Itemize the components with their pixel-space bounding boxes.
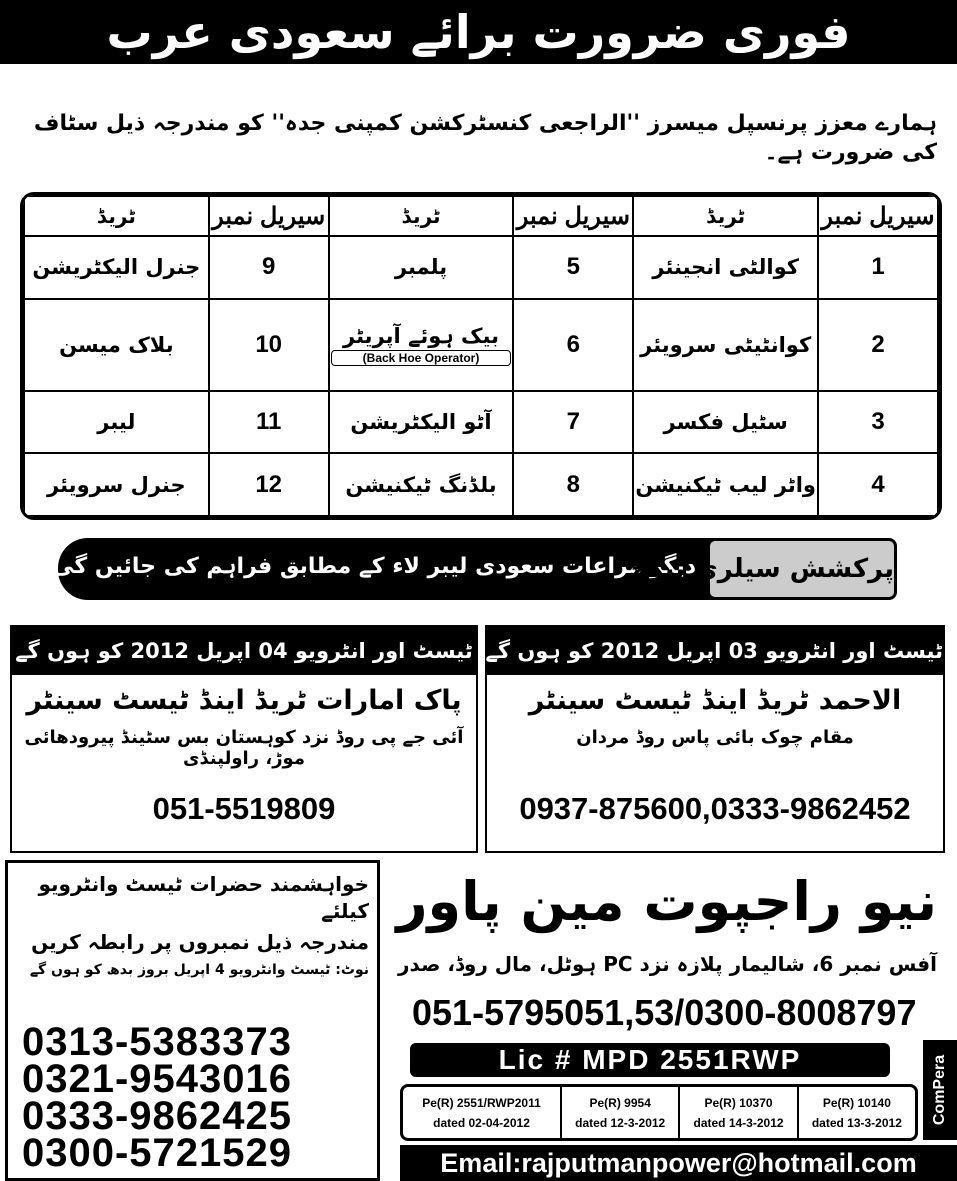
contact-line: مندرجہ ذیل نمبروں پر رابطہ کریں: [31, 930, 369, 954]
permit-date: dated 02-04-2012: [433, 1116, 530, 1130]
contact-note: نوٹ: ٹیسٹ وانٹرویو 4 اپریل بروز بدھ کو ہوں گے: [29, 962, 369, 978]
benefits-text: دیگر مراعات سعودی لیبر لاء کے مطابق فراہم کی جائیں گی۔: [39, 554, 696, 579]
permit-no: Pe(R) 10140: [822, 1096, 891, 1110]
serial: 9: [209, 236, 329, 299]
contact-box: [5, 860, 380, 1181]
permit-no: Pe(R) 10370: [704, 1096, 773, 1110]
company-name: نیو راجپوت مین پاور: [396, 870, 937, 933]
table-header: [24, 196, 938, 236]
trade: جنرل الیکٹریشن: [24, 236, 209, 299]
company-email: Email:rajputmanpower@hotmail.com: [400, 1145, 957, 1181]
center-address: آئی جے پی روڈ نزد کوہستان بس سٹینڈ پیرودھائی موڑ، راولپنڈی: [24, 727, 464, 769]
center-phone: 051-5519809: [152, 791, 336, 826]
permit: [403, 1087, 562, 1138]
contact-phones: [22, 1020, 293, 1175]
col-header: سیریل نمبر: [209, 196, 329, 236]
table-row: [24, 453, 938, 516]
serial: 5: [513, 236, 633, 299]
interview-date: ٹیسٹ اور انٹرویو 04 اپریل 2012 کو ہوں گے: [12, 627, 476, 675]
col-header: ٹریڈ: [24, 196, 209, 236]
center-phone: 0937-875600,0333-9862452: [519, 791, 911, 826]
trade: آٹو الیکٹریشن: [329, 391, 514, 454]
trade: بلاک میسن: [24, 299, 209, 391]
company-address: آفس نمبر 6، شالیمار پلازہ نزد PC ہوٹل، مال روڈ، صدر: [398, 952, 937, 976]
col-header: ٹریڈ: [329, 196, 514, 236]
permit-no: Pe(R) 9954: [589, 1096, 651, 1110]
serial: 11: [209, 391, 329, 454]
permit-date: dated 14-3-2012: [693, 1116, 784, 1130]
permits: [400, 1084, 918, 1141]
salary-package: پرکشش سیلری پیکج: [707, 538, 897, 600]
contact-phone: 0313-5383373: [22, 1020, 293, 1064]
serial: 6: [513, 299, 633, 391]
intro-text: ہمارے معزز پرنسپل میسرز ''الراجعی کنسٹرکشن کمپنی جدہ'' کو مندرجہ ذیل سٹاف کی ضرورت ہے۔: [33, 111, 937, 165]
serial: 7: [513, 391, 633, 454]
agency-mark: [923, 1040, 957, 1140]
contact-phone: 0300-5721529: [22, 1131, 293, 1175]
permit-date: dated 13-3-2012: [811, 1116, 902, 1130]
trade-english: (Back Hoe Operator): [331, 350, 511, 366]
serial: 2: [818, 299, 938, 391]
serial: 1: [818, 236, 938, 299]
col-header: سیریل نمبر: [513, 196, 633, 236]
agency-mark-text: ComPera: [931, 1054, 948, 1126]
trade: [329, 299, 514, 391]
test-center-rawalpindi: [10, 625, 478, 853]
col-header: سیریل نمبر: [818, 196, 938, 236]
center-address: مقام چوک بائی پاس روڈ مردان: [576, 727, 854, 748]
test-center-mardan: [485, 625, 945, 853]
trade: بلڈنگ ٹیکنیشن: [329, 453, 514, 516]
table-row: [24, 299, 938, 391]
headline: فوری ضرورت برائے سعودی عرب: [0, 0, 957, 64]
contact-text: [16, 871, 369, 980]
permit-date: dated 12-3-2012: [575, 1116, 666, 1130]
company-phone: 051-5795051,53/0300-8008797: [412, 992, 917, 1033]
serial: 3: [818, 391, 938, 454]
trade: کوانٹیٹی سرویئر: [633, 299, 818, 391]
contact-phone: 0333-9862425: [22, 1094, 293, 1138]
center-name: پاک امارات ٹریڈ اینڈ ٹیسٹ سینٹر: [26, 685, 462, 716]
serial: 12: [209, 453, 329, 516]
interview-date: ٹیسٹ اور انٹرویو 03 اپریل 2012 کو ہوں گے: [487, 627, 943, 675]
serial: 4: [818, 453, 938, 516]
table-row: [24, 391, 938, 454]
permit: [562, 1087, 680, 1138]
serial: 8: [513, 453, 633, 516]
trades-table: [20, 192, 942, 520]
trade: لیبر: [24, 391, 209, 454]
license-number: Lic # MPD 2551RWP: [410, 1043, 890, 1077]
permit: [799, 1087, 915, 1138]
serial: 10: [209, 299, 329, 391]
col-header: ٹریڈ: [633, 196, 818, 236]
trade: کوالٹی انجینئر: [633, 236, 818, 299]
contact-phone: 0321-9543016: [22, 1057, 293, 1101]
trade: جنرل سرویئر: [24, 453, 209, 516]
permit-no: Pe(R) 2551/RWP2011: [422, 1096, 541, 1110]
trade-urdu: بیک ہوئے آپریٹر: [343, 323, 499, 348]
contact-line: خواہشمند حضرات ٹیسٹ وانٹرویو کیلئے: [38, 872, 369, 923]
center-name: الاحمد ٹریڈ اینڈ ٹیسٹ سینٹر: [528, 685, 902, 716]
permit: [680, 1087, 798, 1138]
table-row: [24, 236, 938, 299]
trade: سٹیل فکسر: [633, 391, 818, 454]
trade: پلمبر: [329, 236, 514, 299]
trade: واٹر لیب ٹیکنیشن: [633, 453, 818, 516]
